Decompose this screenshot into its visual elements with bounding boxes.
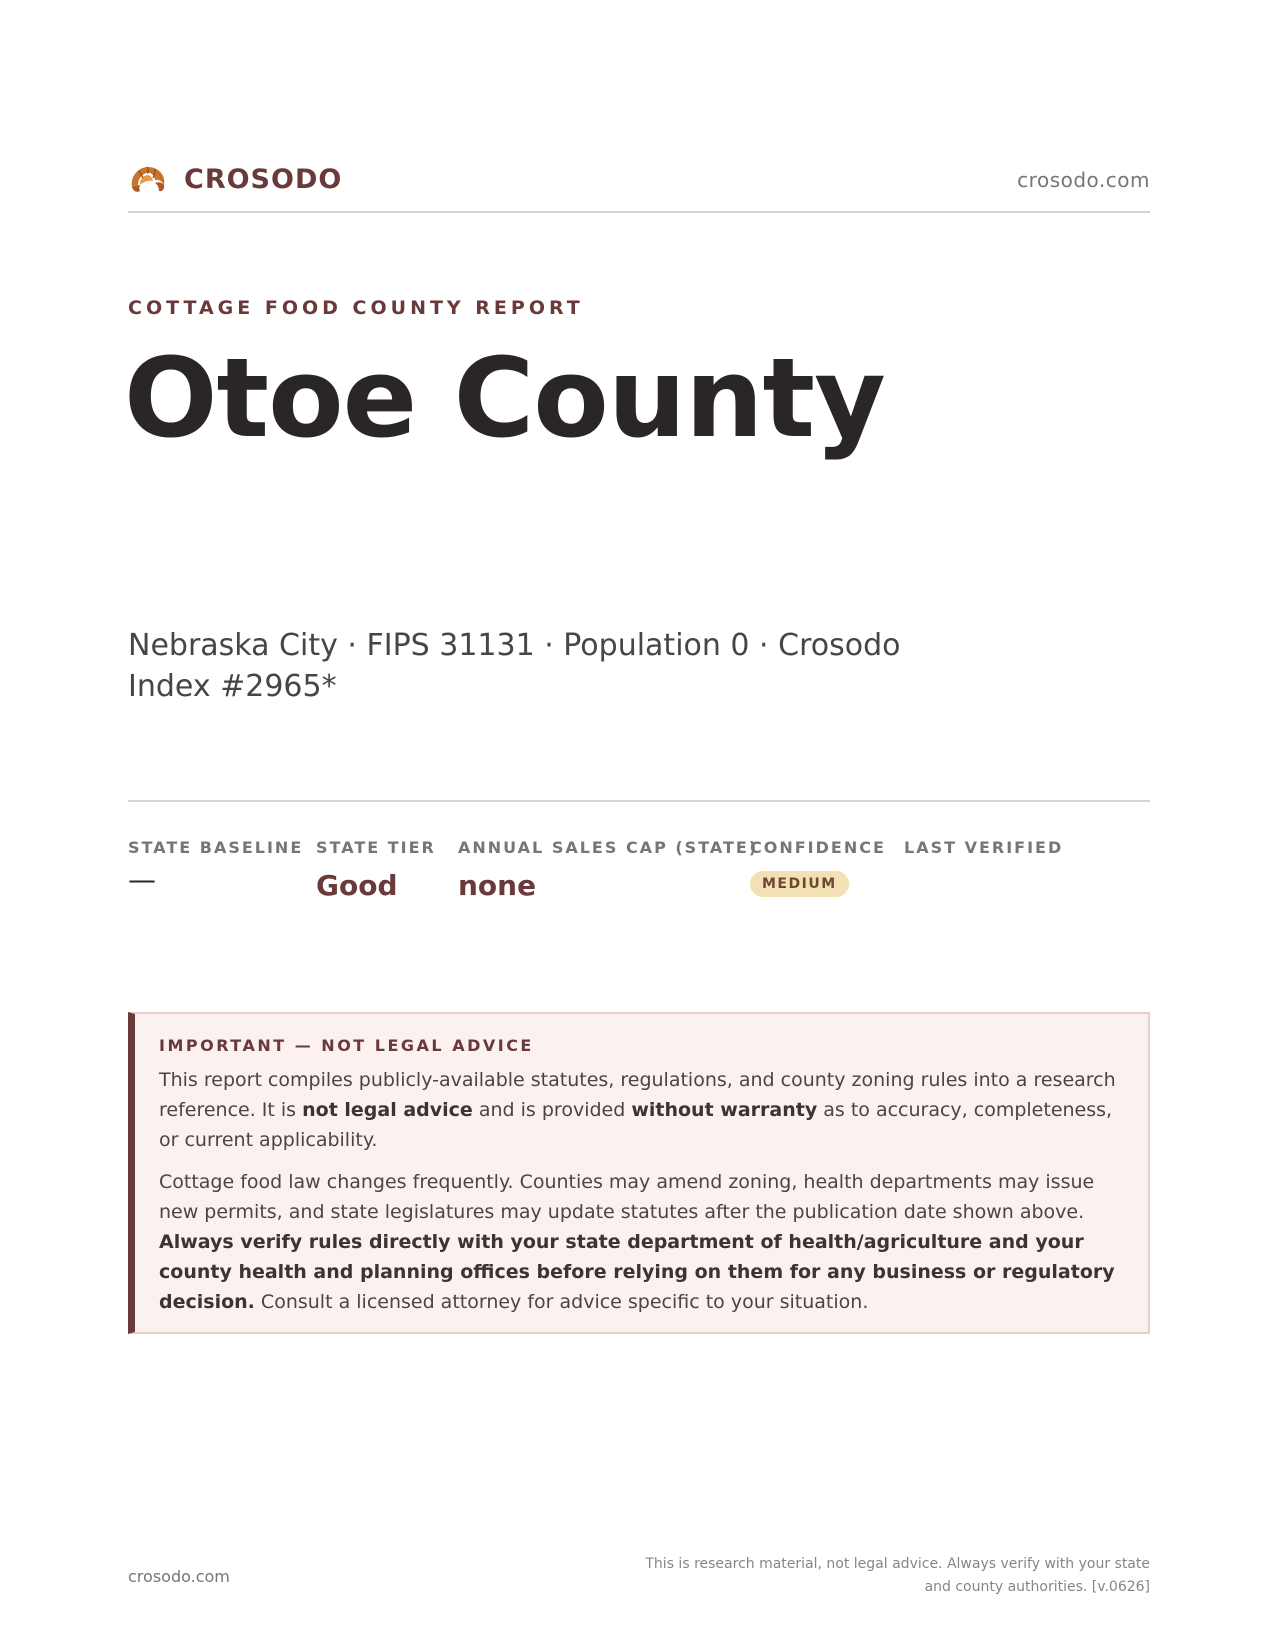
legal-notice — [128, 1012, 1150, 1334]
site-link[interactable]: crosodo.com — [1017, 168, 1150, 192]
county-title: Otoe County — [124, 334, 885, 462]
notice-title: IMPORTANT — NOT LEGAL ADVICE — [159, 1036, 534, 1055]
stat-label: CONFIDENCE — [750, 838, 886, 857]
stat-label: LAST VERIFIED — [904, 838, 1064, 857]
stat-state-tier — [316, 838, 436, 902]
stat-label: ANNUAL SALES CAP (STATE) — [458, 838, 759, 857]
croissant-icon — [128, 161, 168, 197]
stat-label: STATE BASELINE — [128, 838, 304, 857]
notice-paragraph-2: Cottage food law changes frequently. Counties may amend zoning, health departments may issue new permits, and state legislatures may update statutes after the publication date shown above. Always verify rules directly with your state department of health/agriculture and your county health and planning offices before relying on them for any business or regulatory decision. Consult a licensed attorney for advice specific to your situation. — [159, 1171, 1115, 1313]
county-subtitle: Nebraska City · FIPS 31131 · Population 0 · Crosodo Index #2965* — [128, 628, 901, 704]
footer-disclaimer — [630, 1553, 1150, 1599]
footer-disclaimer-line-1: This is research material, not legal advice. Always verify with your state — [645, 1556, 1150, 1572]
report-page — [124, 0, 1150, 1650]
confidence-badge: MEDIUM — [750, 871, 849, 897]
stat-state-baseline — [128, 838, 303, 896]
stat-confidence — [750, 838, 886, 897]
footer-disclaimer-line-2: and county authorities. [v.0626] — [924, 1579, 1150, 1595]
stat-value: none — [458, 869, 537, 902]
notice-paragraph-1: This report compiles publicly-available statutes, regulations, and county zoning rules into a research reference. It is not legal advice and is provided without warranty as to accuracy, completeness, or current applicability. — [159, 1069, 1116, 1151]
report-type-label: COTTAGE FOOD COUNTY REPORT — [128, 297, 584, 319]
stat-value: Good — [316, 869, 398, 902]
page-header — [128, 155, 1150, 213]
stat-annual-sales-cap — [458, 838, 758, 902]
stat-value: — — [128, 863, 156, 896]
footer-site[interactable]: crosodo.com — [128, 1567, 230, 1586]
stat-last-verified — [904, 838, 1063, 869]
stats-row — [128, 800, 1150, 902]
brand-logo[interactable] — [128, 161, 342, 197]
stat-label: STATE TIER — [316, 838, 436, 857]
brand-name: CROSODO — [184, 163, 343, 195]
